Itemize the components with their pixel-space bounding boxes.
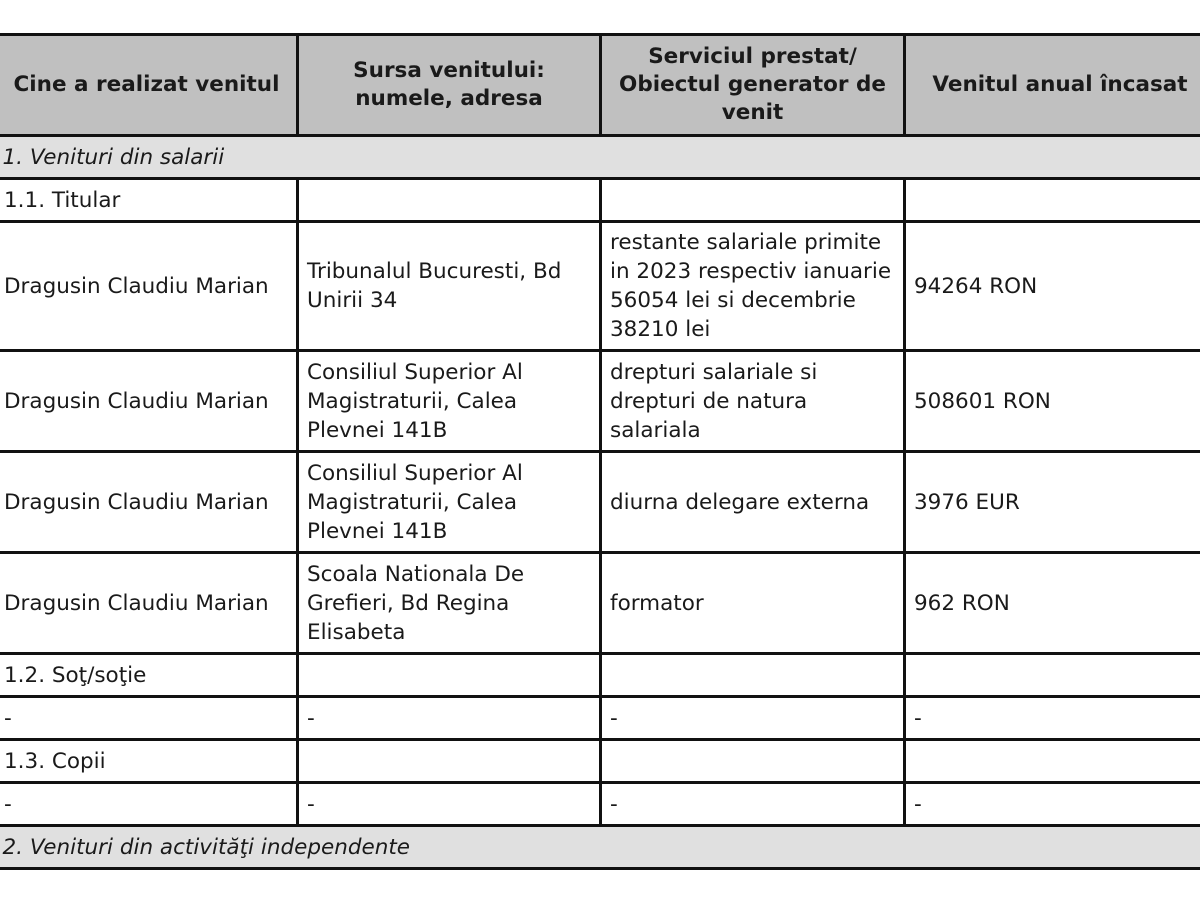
cell-source: Consiliul Superior Al Magistraturii, Calea Plevnei 141B bbox=[298, 351, 601, 452]
cell-source: - bbox=[298, 697, 601, 740]
cell-income: 3976 EUR bbox=[905, 452, 1200, 553]
cell-who: Dragusin Claudiu Marian bbox=[0, 452, 298, 553]
group-row bbox=[0, 654, 1200, 697]
table-row bbox=[0, 697, 1200, 740]
header-annual-income: Venitul anual încasat bbox=[905, 35, 1200, 136]
cell-income: 94264 RON bbox=[905, 222, 1200, 351]
header-who: Cine a realizat venitul bbox=[0, 35, 298, 136]
cell-who: Dragusin Claudiu Marian bbox=[0, 553, 298, 654]
table-row bbox=[0, 452, 1200, 553]
table-row bbox=[0, 222, 1200, 351]
table-row bbox=[0, 351, 1200, 452]
cell-service: - bbox=[601, 783, 905, 826]
cell-service: - bbox=[601, 697, 905, 740]
cell-service: drepturi salariale si drepturi de natura salariala bbox=[601, 351, 905, 452]
cell-income: 962 RON bbox=[905, 553, 1200, 654]
cell-service: restante salariale primite in 2023 respectiv ianuarie 56054 lei si decembrie 38210 lei bbox=[601, 222, 905, 351]
group-label: 1.3. Copii bbox=[0, 740, 298, 783]
section-title: 1. Venituri din salarii bbox=[0, 136, 1200, 179]
cell-source: Scoala Nationala De Grefieri, Bd Regina Elisabeta bbox=[298, 553, 601, 654]
header-source: Sursa venitului: numele, adresa bbox=[298, 35, 601, 136]
group-row bbox=[0, 740, 1200, 783]
section-row bbox=[0, 136, 1200, 179]
cell-income: 508601 RON bbox=[905, 351, 1200, 452]
group-label: 1.1. Titular bbox=[0, 179, 298, 222]
group-row bbox=[0, 179, 1200, 222]
cell-income: - bbox=[905, 697, 1200, 740]
cell-who: Dragusin Claudiu Marian bbox=[0, 351, 298, 452]
section-title: 2. Venituri din activităţi independente bbox=[0, 826, 1200, 869]
cell-source: Consiliul Superior Al Magistraturii, Calea Plevnei 141B bbox=[298, 452, 601, 553]
cell-service: diurna delegare externa bbox=[601, 452, 905, 553]
income-table bbox=[0, 33, 1200, 870]
cell-who: - bbox=[0, 697, 298, 740]
cell-who: - bbox=[0, 783, 298, 826]
cell-source: - bbox=[298, 783, 601, 826]
income-declaration-page bbox=[0, 33, 1200, 870]
group-label: 1.2. Soţ/soţie bbox=[0, 654, 298, 697]
cell-service: formator bbox=[601, 553, 905, 654]
section-row bbox=[0, 826, 1200, 869]
header-service: Serviciul prestat/ Obiectul generator de venit bbox=[601, 35, 905, 136]
cell-source: Tribunalul Bucuresti, Bd Unirii 34 bbox=[298, 222, 601, 351]
cell-who: Dragusin Claudiu Marian bbox=[0, 222, 298, 351]
header-row bbox=[0, 35, 1200, 136]
cell-income: - bbox=[905, 783, 1200, 826]
table-row bbox=[0, 553, 1200, 654]
table-row bbox=[0, 783, 1200, 826]
